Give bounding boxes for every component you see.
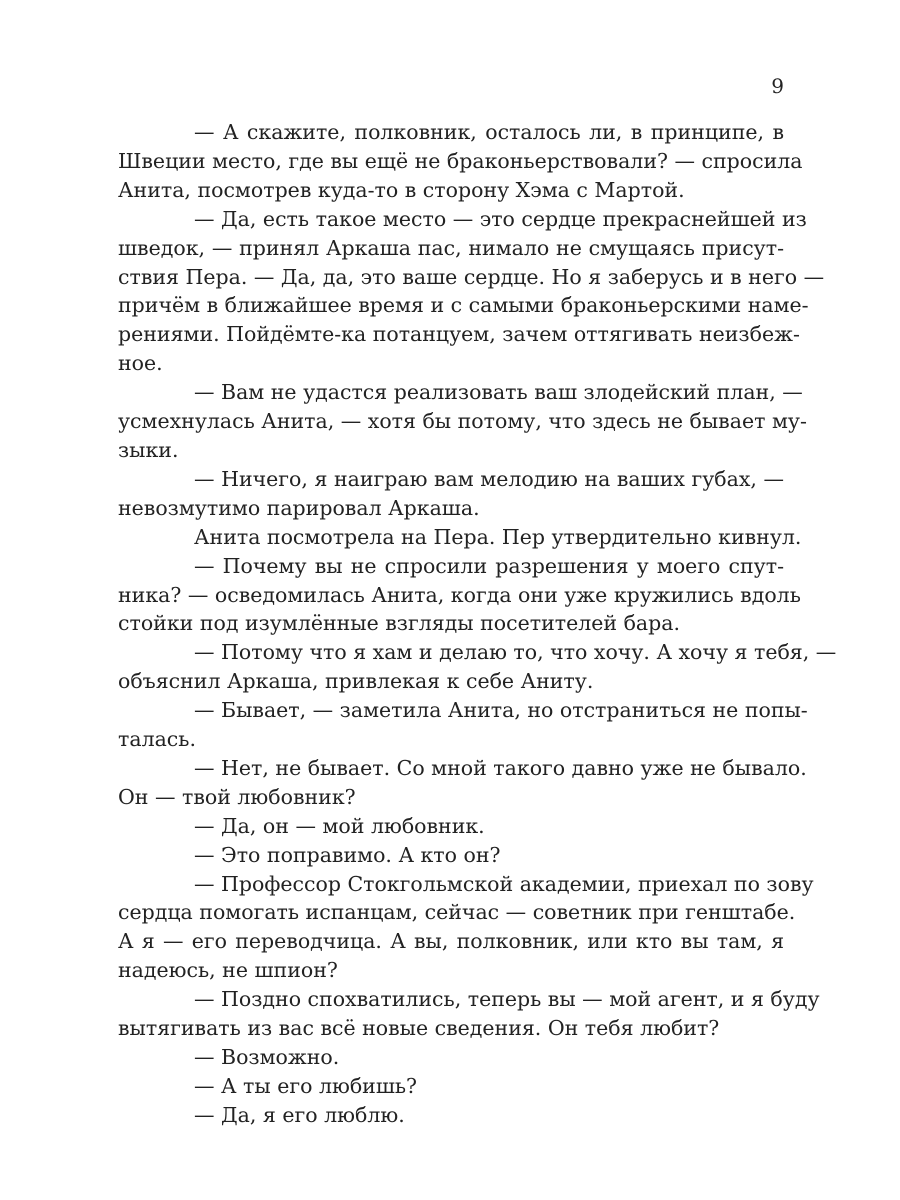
text-line: рениями. Пойдёмте-ка потанцуем, зачем оттягивать неизбеж- xyxy=(118,322,800,347)
text-line: А я — его переводчица. А вы, полковник, или кто вы там, я xyxy=(118,929,784,954)
text-line: Анита посмотрела на Пера. Пер утвердительно кивнул. xyxy=(194,524,802,549)
text-line: — Нет, не бывает. Со мной такого давно уже не бывало. xyxy=(194,755,807,780)
text-line: — Поздно спохватились, теперь вы — мой агент, и я буду xyxy=(194,987,820,1012)
text-line: надеюсь, не шпион? xyxy=(118,958,338,983)
page-number: 9 xyxy=(771,74,784,98)
paragraph xyxy=(118,378,807,465)
paragraph xyxy=(118,812,784,841)
text-line: — Бывает, — заметила Анита, но отстраниться не попы- xyxy=(194,698,808,723)
text-line: — Профессор Стокгольмской академии, приехал по зову xyxy=(194,871,814,896)
text-line: — Вам не удастся реализовать ваш злодейский план, — xyxy=(194,380,803,405)
text-line: Он — твой любовник? xyxy=(118,784,356,809)
text-line: ствия Пера. — Да, да, это ваше сердце. Но я заберусь и в него — xyxy=(118,264,825,289)
text-line: ника? — осведомилась Анита, когда они уже кружились вдоль xyxy=(118,582,801,607)
text-line: — Да, есть такое место — это сердце прекраснейшей из xyxy=(194,206,807,231)
text-line: ное. xyxy=(118,351,163,376)
text-line: сердца помогать испанцам, сейчас — советник при генштабе. xyxy=(118,900,796,925)
text-line: вытягивать из вас всё новые сведения. Он тебя любит? xyxy=(118,1016,720,1041)
paragraph xyxy=(118,754,807,812)
paragraph xyxy=(118,1072,784,1101)
text-line: усмехнулась Анита, — хотя бы потому, что здесь не бывает му- xyxy=(118,409,807,434)
paragraph xyxy=(118,523,802,552)
paragraph xyxy=(118,118,803,205)
text-line: — Да, он — мой любовник. xyxy=(194,813,485,838)
paragraph xyxy=(118,985,820,1043)
paragraph xyxy=(118,205,825,378)
paragraph xyxy=(118,870,814,986)
text-line: Анита, посмотрев куда-то в сторону Хэма с Мартой. xyxy=(118,177,685,202)
text-line: невозмутимо парировал Аркаша. xyxy=(118,495,480,520)
text-line: — Потому что я хам и делаю то, что хочу. А хочу я тебя, — xyxy=(194,640,837,665)
text-line: — Да, я его люблю. xyxy=(194,1102,405,1127)
paragraph xyxy=(118,1101,784,1130)
paragraph xyxy=(118,552,801,639)
body-text xyxy=(118,118,837,1130)
text-line: — А скажите, полковник, осталось ли, в принципе, в xyxy=(194,120,784,144)
text-line: — Возможно. xyxy=(194,1045,340,1069)
text-line: Швеции место, где вы ещё не браконьерствовали? — спросила xyxy=(118,148,803,173)
text-line: талась. xyxy=(118,727,196,752)
paragraph xyxy=(118,696,808,754)
paragraph xyxy=(118,465,784,523)
text-line: зыки. xyxy=(118,437,179,462)
text-line: шведок, — принял Аркаша пас, нимало не смущаясь присут- xyxy=(118,235,784,260)
paragraph xyxy=(118,638,837,696)
text-line: — Ничего, я наиграю вам мелодию на ваших губах, — xyxy=(194,466,784,491)
text-line: причём в ближайшее время и с самыми браконьерскими наме- xyxy=(118,293,809,318)
text-line: — А ты его любишь? xyxy=(194,1073,418,1098)
paragraph xyxy=(118,1043,784,1072)
text-line: стойки под изумлённые взгляды посетителей бара. xyxy=(118,611,680,636)
text-line: — Это поправимо. А кто он? xyxy=(194,842,501,867)
paragraph xyxy=(118,841,784,870)
text-line: — Почему вы не спросили разрешения у моего спут- xyxy=(194,553,784,578)
text-line: объяснил Аркаша, привлекая к себе Аниту. xyxy=(118,669,594,694)
